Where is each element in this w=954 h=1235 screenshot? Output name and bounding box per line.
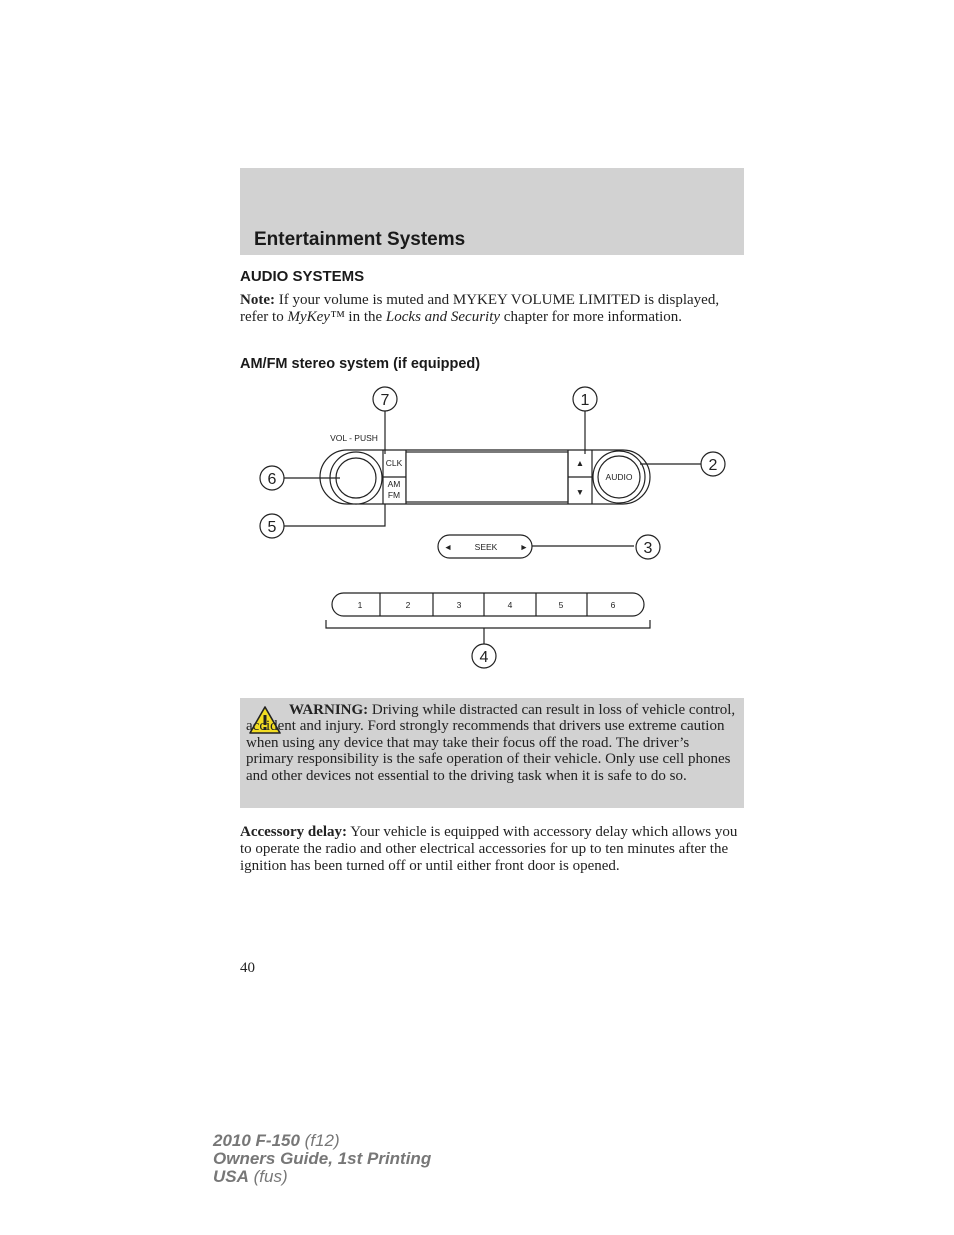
chapter-title: Entertainment Systems (254, 229, 466, 250)
callout-1: 1 (580, 392, 590, 409)
callout-2: 2 (708, 457, 718, 474)
preset-6: 6 (610, 600, 616, 610)
radio-diagram-svg (240, 380, 744, 680)
callout-6: 6 (267, 471, 277, 488)
warning-text (246, 702, 738, 784)
footer-model-code: (f12) (299, 1131, 340, 1150)
footer-model: 2010 F-150 (213, 1131, 300, 1150)
warning-body: Driving while distracted can result in loss of vehicle control, accident and injury. Ford strongly recommends that drivers use extreme caution when using any device that may take their focus off the road. The driver’s primary responsibility is the safe operation of their vehicle. Only use cell phones and other devices not essential to the driving task when it is safe to do so. (246, 702, 736, 784)
radio-display (406, 452, 568, 502)
note-text-3: chapter for more information. (500, 308, 683, 325)
vol-push-label: VOL - PUSH (330, 433, 378, 443)
radio-diagram (240, 380, 744, 680)
preset-bar-shape (332, 593, 644, 616)
preset-1: 1 (357, 600, 363, 610)
page-number: 40 (240, 960, 255, 976)
footer-market: USA (213, 1167, 249, 1186)
seek-left-arrow: ◄ (443, 542, 453, 552)
am-label: AM (387, 479, 401, 489)
preset-4: 4 (507, 600, 513, 610)
seek-label: SEEK (474, 542, 498, 552)
tune-down-arrow: ▼ (575, 487, 585, 497)
note-paragraph (240, 292, 744, 326)
volume-knob-inner (336, 458, 376, 498)
footer-guide: Owners Guide, 1st Printing (213, 1149, 432, 1168)
mykey-ref: MyKey™ (287, 308, 345, 325)
clk-label: CLK (385, 458, 403, 468)
fm-label: FM (387, 490, 401, 500)
subsection-title: AM/FM stereo system (if equipped) (240, 356, 481, 372)
preset-5: 5 (558, 600, 564, 610)
audio-label: AUDIO (605, 472, 633, 482)
accessory-text: Your vehicle is equipped with accessory delay which allows you to operate the radio and other electrical accessories for up to ten minutes after the ignition has been turned off or until either front door is opened. (240, 824, 738, 874)
preset-2: 2 (405, 600, 411, 610)
accessory-label: Accessory delay: (240, 824, 348, 840)
footer-market-code: (fus) (248, 1167, 288, 1186)
seek-right-arrow: ► (519, 542, 529, 552)
accessory-paragraph (240, 824, 744, 874)
callout-3: 3 (643, 540, 653, 557)
callout-5: 5 (267, 519, 277, 536)
preset-3: 3 (456, 600, 462, 610)
warning-label: WARNING: (289, 702, 369, 718)
chapter-header (240, 168, 744, 255)
callout-4: 4 (479, 649, 489, 666)
note-label: Note: (240, 292, 275, 308)
section-title: AUDIO SYSTEMS (240, 268, 365, 285)
tune-up-arrow: ▲ (575, 458, 585, 468)
note-text-1: If your volume is muted and MYKEY VOLUME LIMITED is displayed, refer to (240, 292, 720, 325)
callout-7: 7 (380, 392, 390, 409)
note-text-2: in the (344, 308, 386, 325)
locks-security-ref: Locks and Security (385, 308, 501, 325)
warning-box (240, 698, 744, 808)
footer (213, 1132, 431, 1186)
